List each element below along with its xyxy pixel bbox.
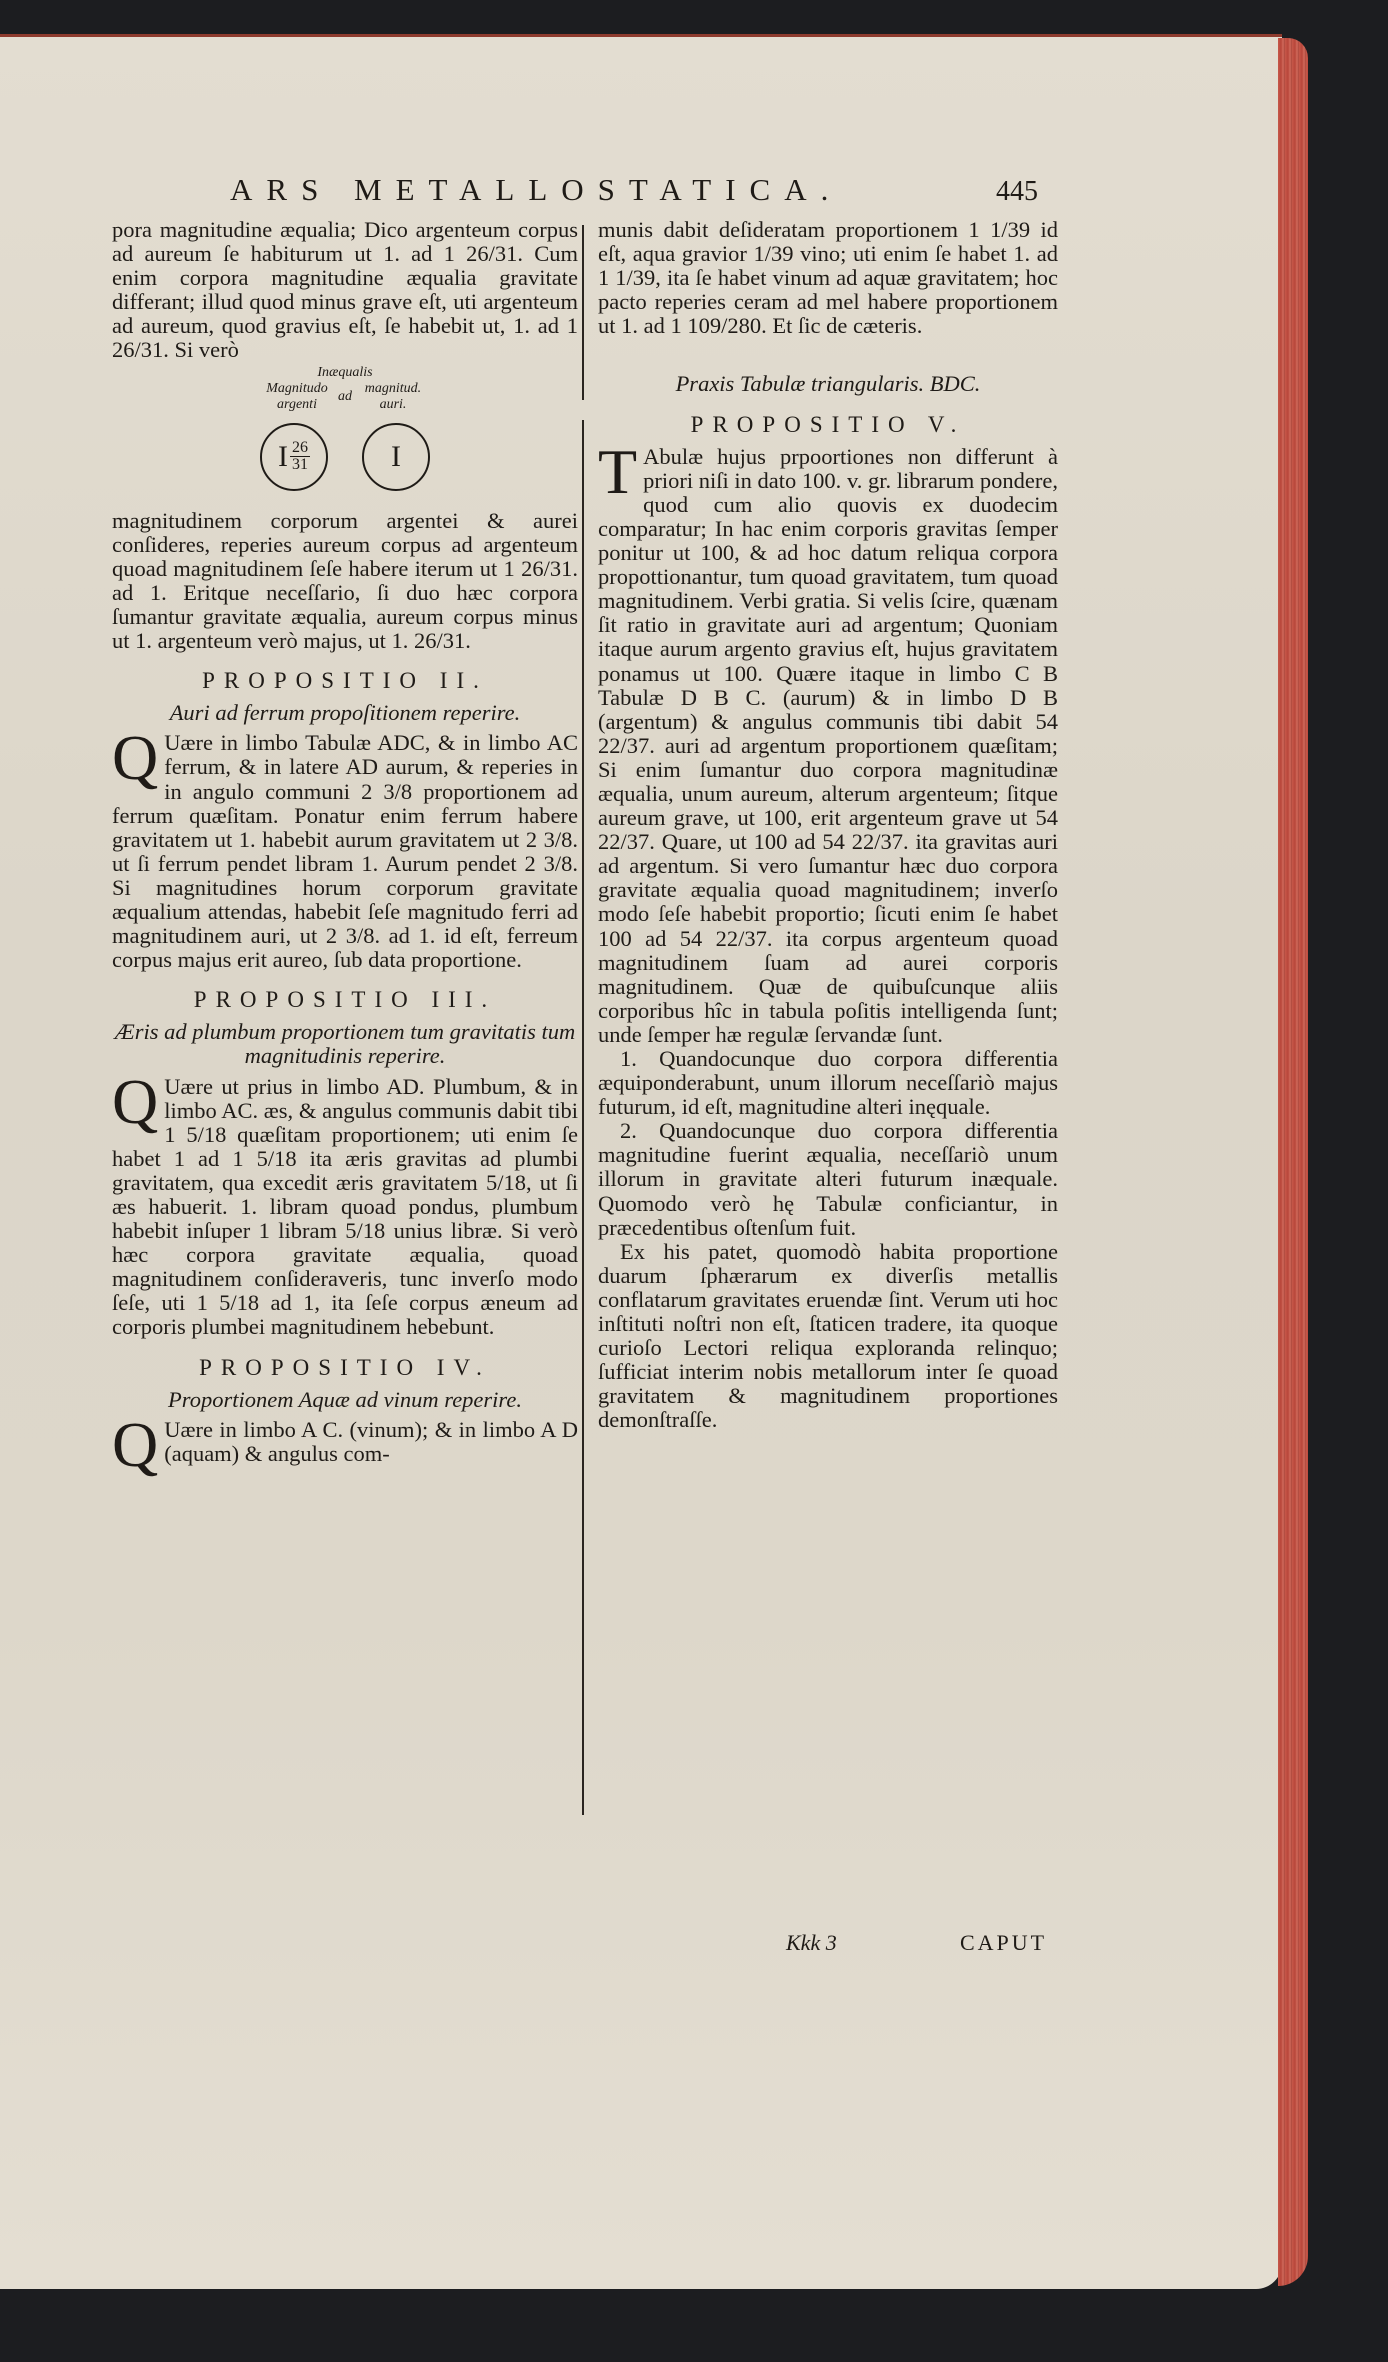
propositio-3-text <box>112 1065 578 1340</box>
rule-1: 1. Quandocunque duo corpora differentia æquiponderabunt, unum illorum neceſſariò majus futurum, id eſt, magnitudine alteri inęquale. <box>598 1046 1058 1120</box>
figure-label-top: Inæqualis <box>317 364 373 380</box>
propositio-5-body: Abulæ hujus prpoortiones non differunt à priori niſi in dato 100. v. gr. librarum pondere, quod cum alio quovis ex duodecim comparatur; In hac enim corporis gravitas ſemper ponitur ut 100, & ad hoc datum reliqua corpora propottionantur, tum quoad gravitatem, tum quoad magnitudinem. Verbi gratia. Si velis ſcire, quænam ſit ratio in gravitate auri ad argentum; Quoniam itaque aurum argento gravius eſt, hujus gravitatem ponamus ut 100. Quære itaque in limbo C B Tabulæ D B C. (aurum) & in limbo D B (argentum) & angulus communis tibi dabit 54 22/37. auri ad argentum proportionem quæſitam; Si enim ſumantur duo corpora magnitudinæ æqualia, unum aureum, alterum argenteum; ſitque aureum grave, ut 100, erit argenteum grave ut 54 22/37. Quare, ut 100 ad 54 22/37. ita gravitas auri ad argentum. Si vero ſumantur hæc duo corpora gravitate æqualia quoad magnitudinem; inverſo modo ſeſe habebit proportio; ſicuti enim ſe habet 100 ad 54 22/37. ita corpus argenteum quoad magnitudinem ſuam ad aurei corporis magnitudinem. Quæ de quibuſcunque aliis corporibus hîc in tabula poſitis intelligenda ſunt; unde ſemper hæ regulæ ſervandæ ſunt. <box>598 443 1058 1047</box>
circle-silver-magnitude <box>260 423 328 491</box>
column-divider-upper <box>582 225 584 400</box>
propositio-4-subtitle: Proportionem Aquæ ad vinum reperire. <box>168 1386 522 1412</box>
figure-label-left: Magnitudo argenti <box>266 380 328 412</box>
ratio-figure <box>112 423 578 491</box>
figure-label-right: magnitud. auri. <box>364 380 422 412</box>
page-footer <box>0 1930 1282 1970</box>
circle-left-denominator: 31 <box>292 456 308 474</box>
right-column <box>598 218 1058 1433</box>
propositio-2-heading: PROPOSITIO II. <box>202 668 488 694</box>
propositio-4-body: Uære in limbo A C. (vinum); & in limbo A D (aquam) & angulus com- <box>164 1416 578 1466</box>
page-header <box>0 172 1282 212</box>
praxis-heading: Praxis Tabulæ triangularis. BDC. <box>675 371 981 397</box>
drop-cap: T <box>598 435 638 507</box>
propositio-3-body: Uære ut prius in limbo AD. Plumbum, & in limbo AC. æs, & angulus communis dabit tibi 1 5/18 quæſitam proportionem; uti enim ſe habet 1 ad 1 5/18 ita æris gravitas ad plumbi gravitatem, qua excedit æris gravitatem 5/18, ut ſi æs habuerit. 1. libram quoad pondus, plumbum habebit inſuper 1 libram 5/18 unius libræ. Si verò hæc corpora gravitate æqualia, quoad magnitudinem conſideraveris, tunc inverſo modo ſeſe, uti 1 5/18 ad 1, ita ſeſe corpus æneum ad corporis plumbei magnitudinem hebebunt. <box>112 1073 578 1340</box>
red-page-edge <box>1278 38 1308 2286</box>
circle-right-value: I <box>391 439 401 473</box>
signature-mark: Kkk 3 <box>786 1930 837 1955</box>
circle-left-fraction <box>290 440 310 473</box>
drop-cap: Q <box>112 1065 159 1137</box>
propositio-3-heading: PROPOSITIO III. <box>193 987 497 1013</box>
propositio-5-text <box>598 435 1058 1047</box>
drop-cap: Q <box>112 1408 159 1480</box>
propositio-4-text <box>112 1408 578 1480</box>
propositio-3-subtitle: Æris ad plumbum proportionem tum gravitatis tum magnitudinis reperire. <box>114 1019 576 1069</box>
propositio-4-heading: PROPOSITIO IV. <box>199 1354 491 1380</box>
closing-paragraph: Ex his patet, quomodò habita proportione duarum ſphærarum ex diverſis metallis conflatarum gravitates eruendæ ſint. Verum uti hoc inſtituti noſtri non eſt, ſtaticen tradere, ita quoque curioſo Lectori reliqua exploranda relinquo; ſufficiat interim nobis metallorum inter ſe quoad gravitatem & magnitudinem proportiones demonſtraſſe. <box>598 1238 1058 1433</box>
intro-paragraph: pora magnitudine æqualia; Dico argenteum corpus ad aureum ſe habiturum ut 1. ad 1 26/31. Cum enim corpora magnitudine æqualia gravitate differant; illud quod minus grave eſt, uti argenteum ad aureum, quod gravius eſt, ſe habebit ut, 1. ad 1 26/31. Si verò <box>112 217 578 363</box>
drop-cap: Q <box>112 722 159 794</box>
propositio-2-subtitle: Auri ad ferrum propoſitionem reperire. <box>169 700 521 726</box>
propositio-2-body: Uære in limbo Tabulæ ADC, & in limbo AC ferrum, & in latere AD aurum, & reperies in in angulo communi 2 3/8 proportionem ad ferrum quæſitam. Ponatur enim ferrum habere gravitatem ut 1. habebit aurum gravitatem ut 2 3/8. ut ſi ferrum pendet libram 1. Aurum pendet 2 3/8. Si magnitudines horum corporum gravitate æqualium attendas, habebit ſeſe magnitudo ferri ad magnitudinem auri, ut 2 3/8. ad 1. id eſt, ferreum corpus majus erit aureo, ſub data proportione. <box>112 730 578 973</box>
column-divider-lower <box>582 420 584 1815</box>
circle-left-numerator: 26 <box>292 439 308 457</box>
continuation-paragraph: munis dabit deſideratam proportionem 1 1/39 id eſt, aqua gravior 1/39 vino; uti enim ſe habet 1. ad 1 1/39, ita ſe habet vinum ad aquæ gravitatem; hoc pacto reperies ceram ad mel habere proportionem ut 1. ad 1 109/280. Et ſic de cæteris. <box>598 217 1058 339</box>
rule-2: 2. Quandocunque duo corpora differentia magnitudine fuerint æqualia, neceſſariò unum illorum in gravitate alteri futurum inæquale. Quomodo verò hę Tabulæ conficiantur, in præcedentibus oſtenſum fuit. <box>598 1118 1058 1240</box>
paragraph-after-figure: magnitudinem corporum argentei & aurei conſideres, reperies aureum corpus ad argenteum quoad magnitudinem ſeſe habere iterum ut 1 26/31. ad 1. Eritque neceſſario, ſi duo hæc corpora ſumantur gravitate æqualia, aureum corpus minus ut 1. argenteum verò majus, ut 1. 26/31. <box>112 507 578 654</box>
circle-gold-magnitude <box>362 423 430 491</box>
figure-caption <box>112 365 578 413</box>
page-number: 445 <box>996 176 1038 207</box>
left-column <box>112 217 578 1480</box>
circle-left-whole: I <box>278 439 288 473</box>
figure-label-mid: ad <box>338 388 352 404</box>
running-title: ARS METALLOSTATICA. <box>230 172 843 207</box>
catchword: CAPUT <box>960 1930 1048 1955</box>
propositio-2-text <box>112 722 578 973</box>
propositio-5-heading: PROPOSITIO V. <box>690 411 966 437</box>
